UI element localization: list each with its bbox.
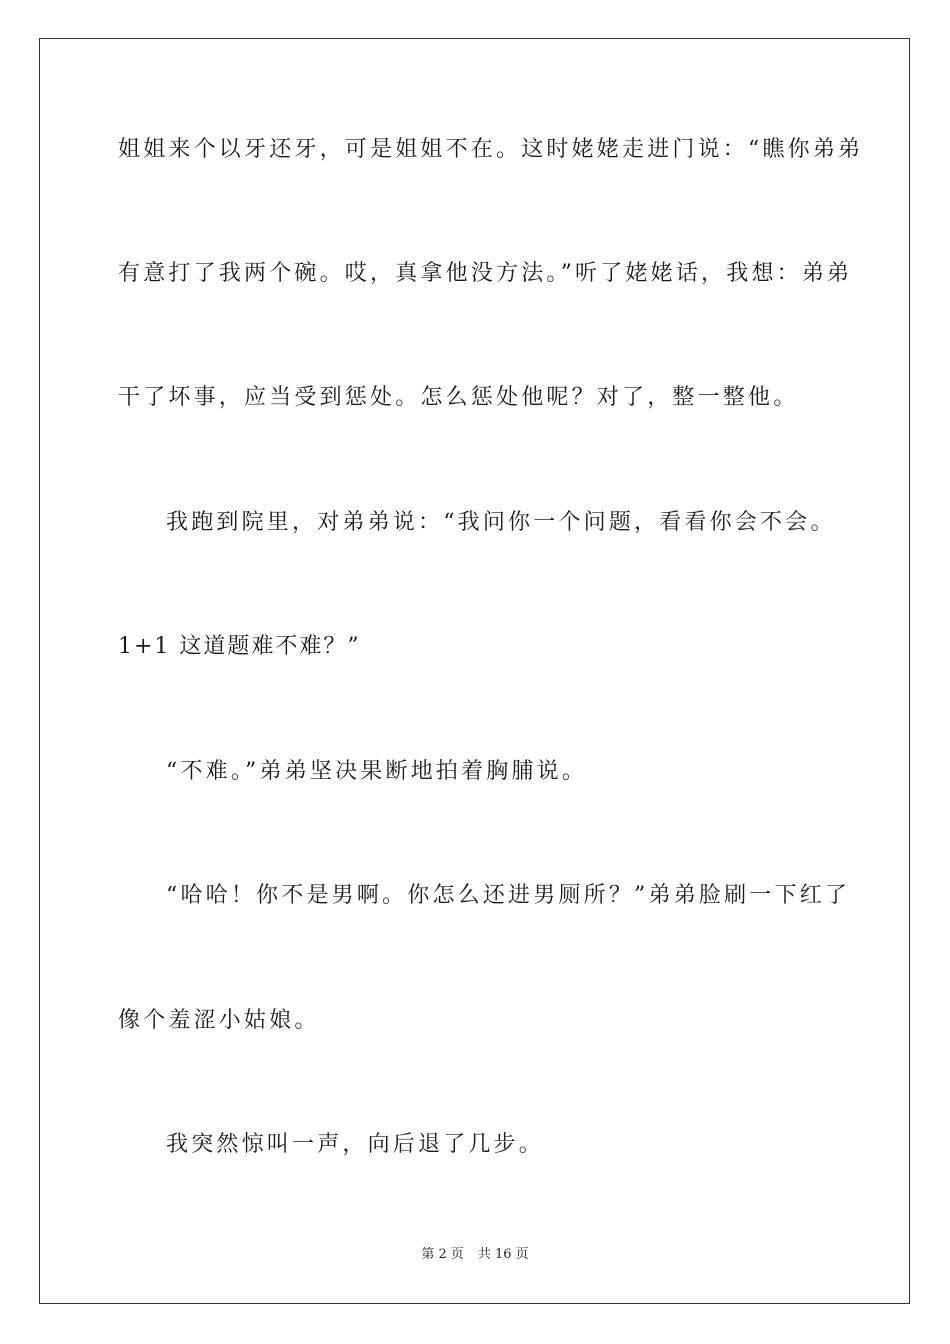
text-line: “不难。”弟弟坚决果断地拍着胸脯说。	[166, 759, 588, 784]
page-border	[39, 38, 910, 1304]
page-number: 第 2 页	[421, 1247, 464, 1262]
text-line: 我跑到院里，对弟弟说：“我问你一个问题，看看你会不会。	[166, 510, 836, 535]
text-line: “哈哈！你不是男啊。你怎么还进男厕所？”弟弟脸刷一下红了	[166, 883, 851, 908]
text-line: 姐姐来个以牙还牙，可是姐姐不在。这时姥姥走进门说：“瞧你弟弟	[118, 137, 864, 162]
text-line: 1+1 这道题难不难？”	[118, 634, 361, 659]
text-line: 我突然惊叫一声，向后退了几步。	[166, 1132, 545, 1157]
page-footer	[0, 1246, 950, 1264]
text-line: 像个羞涩小姑娘。	[118, 1008, 320, 1033]
text-line: 干了坏事，应当受到惩处。怎么惩处他呢？对了，整一整他。	[118, 385, 799, 410]
page-total: 共 16 页	[477, 1247, 529, 1262]
text-line: 有意打了我两个碗。哎，真拿他没方法。”听了姥姥话，我想：弟弟	[118, 261, 853, 286]
